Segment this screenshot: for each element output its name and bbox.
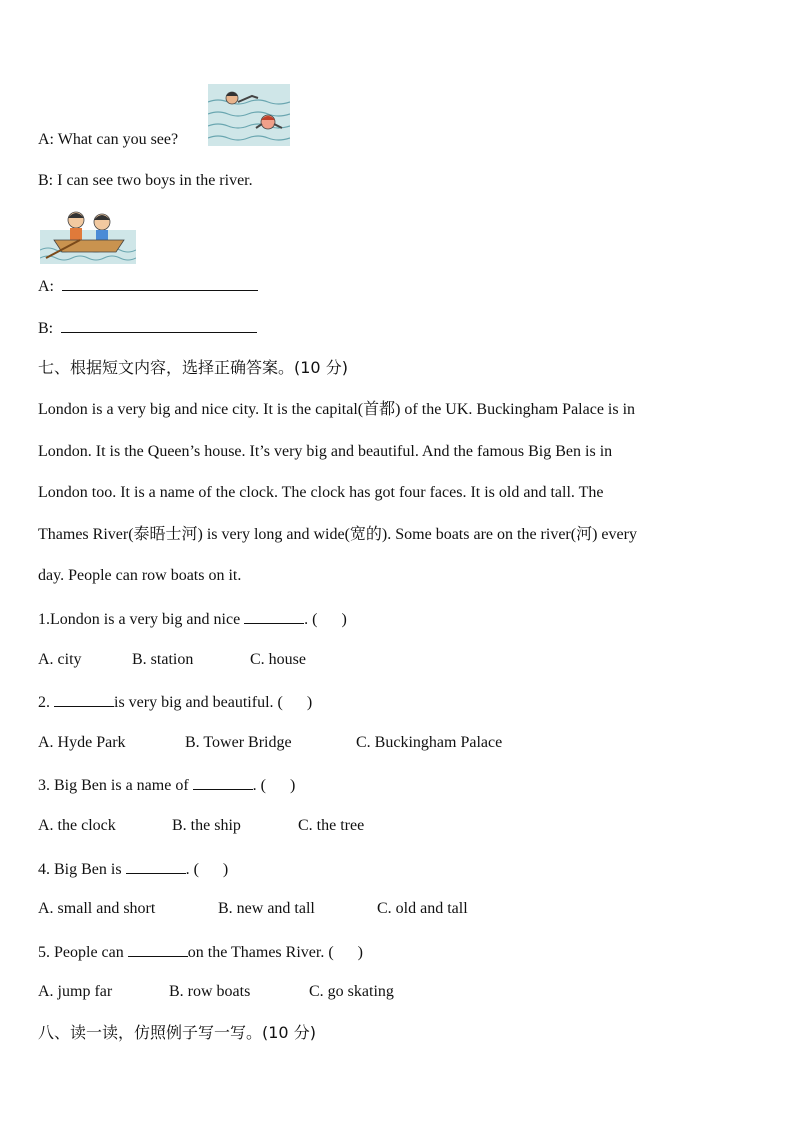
option-b[interactable]: B. new and tall — [218, 900, 315, 917]
answer-paren-close: ) — [222, 861, 229, 878]
answer-blank-a[interactable] — [62, 275, 258, 291]
option-c[interactable]: C. Buckingham Palace — [356, 734, 503, 751]
dialogue-line-1: A: What can you see? — [38, 131, 179, 148]
question-text-end: . ( — [252, 777, 266, 794]
question-text-end: is very big and beautiful. ( — [114, 694, 283, 711]
option-b[interactable]: B. Tower Bridge — [185, 734, 292, 751]
question-1 — [38, 608, 347, 630]
option-a[interactable]: A. small and short — [38, 900, 156, 917]
answer-blank-b[interactable] — [61, 317, 257, 333]
option-a[interactable]: A. Hyde Park — [38, 734, 126, 751]
option-c[interactable]: C. house — [250, 651, 306, 668]
section-8-heading: 八、读一读，仿照例子写一写。(10 分) — [38, 1023, 316, 1042]
question-text: 4. Big Ben is — [38, 861, 126, 878]
answer-paren-close: ) — [306, 694, 313, 711]
option-a[interactable]: A. city — [38, 651, 82, 668]
question-text: 3. Big Ben is a name of — [38, 777, 193, 794]
passage-line-5: day. People can row boats on it. — [38, 567, 242, 584]
question-4-options — [38, 899, 468, 919]
passage-line-1: London is a very big and nice city. It is the capital(首都) of the UK. Buckingham Palace is in — [38, 401, 636, 418]
question-text-end: . ( — [304, 611, 318, 628]
question-5-options — [38, 982, 394, 1002]
kids-in-boat-picture — [40, 210, 136, 264]
swimming-boys-picture — [208, 84, 290, 146]
answer-paren-close: ) — [341, 611, 347, 628]
question-2-options — [38, 733, 502, 753]
option-a[interactable]: A. jump far — [38, 983, 113, 1000]
option-b[interactable]: B. station — [132, 651, 194, 668]
question-text: 5. People can — [38, 944, 128, 961]
question-blank[interactable] — [54, 691, 114, 707]
question-text: 1.London is a very big and nice — [38, 611, 245, 628]
section-7-heading: 七、根据短文内容，选择正确答案。(10 分) — [38, 358, 348, 377]
dialogue-line-2: B: I can see two boys in the river. — [38, 172, 253, 189]
dialogue-line-4 — [38, 317, 257, 339]
option-c[interactable]: C. the tree — [298, 817, 365, 834]
question-2 — [38, 691, 312, 713]
passage-line-3: London too. It is a name of the clock. The clock has got four faces. It is old and tall. The — [38, 484, 604, 501]
question-blank[interactable] — [126, 858, 186, 874]
speaker-a-label: A: — [38, 278, 54, 295]
question-3 — [38, 774, 295, 796]
question-text-end: . ( — [185, 861, 199, 878]
answer-paren-close: ) — [289, 777, 296, 794]
passage-line-4: Thames River(泰晤士河) is very long and wide(宽的). Some boats are on the river(河) every — [38, 526, 637, 543]
answer-paren-close: ) — [357, 944, 363, 961]
passage-line-2: London. It is the Queen’s house. It’s very big and beautiful. And the famous Big Ben is in — [38, 443, 613, 460]
question-text-end: on the Thames River. ( — [187, 944, 334, 961]
dialogue-line-3 — [38, 275, 258, 297]
question-3-options — [38, 816, 364, 836]
question-blank[interactable] — [128, 941, 188, 957]
option-a[interactable]: A. the clock — [38, 817, 116, 834]
question-5 — [38, 941, 363, 963]
speaker-b-label: B: — [38, 320, 54, 337]
question-text: 2. — [38, 694, 54, 711]
option-c[interactable]: C. go skating — [309, 983, 394, 1000]
question-4 — [38, 858, 228, 880]
option-c[interactable]: C. old and tall — [377, 900, 468, 917]
question-1-options — [38, 650, 306, 670]
option-b[interactable]: B. the ship — [172, 817, 241, 834]
question-blank[interactable] — [193, 774, 253, 790]
question-blank[interactable] — [244, 608, 304, 624]
option-b[interactable]: B. row boats — [169, 983, 251, 1000]
